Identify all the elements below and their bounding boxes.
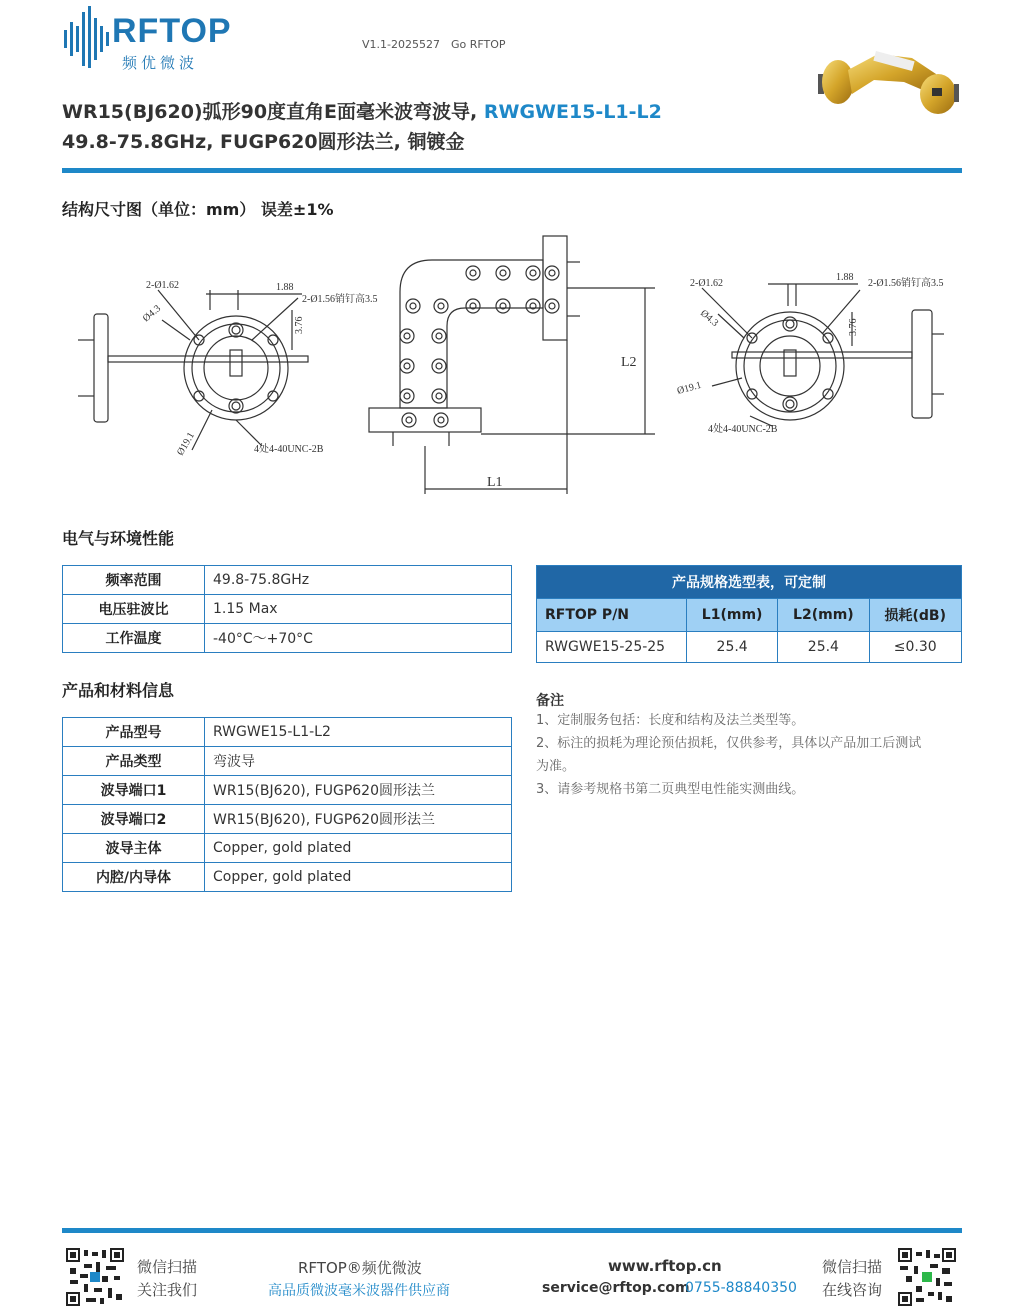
- follow-us-label: 关注我们: [137, 1281, 198, 1299]
- spec-key: 频率范围: [63, 566, 205, 595]
- elbow-side-view: [365, 232, 665, 502]
- drawing-heading: 结构尺寸图（单位：mm） 误差±1%: [62, 200, 334, 219]
- col-header-l2: L2(mm): [778, 599, 869, 632]
- selection-table: [536, 565, 962, 663]
- spec-value: Copper, gold plated: [205, 863, 512, 892]
- material-heading: 产品和材料信息: [62, 681, 175, 700]
- table-row: [63, 718, 512, 747]
- left-d1-label: Ø4.3: [140, 303, 164, 325]
- note-item: 3、请参考规格书第二页典型电性能实测曲线。: [536, 782, 805, 797]
- title-prefix: WR15(BJ620)弧形90度直角E面毫米波弯波导,: [62, 101, 484, 123]
- spec-key: 波导端口1: [63, 776, 205, 805]
- goto-link[interactable]: Go RFTOP: [451, 38, 506, 51]
- col-header-loss: 损耗(dB): [869, 599, 962, 632]
- left-od-label: Ø19.1: [175, 430, 197, 458]
- table-row: [63, 834, 512, 863]
- footer-slogan: 高品质微波毫米波器件供应商: [268, 1283, 450, 1299]
- dimension-l2: L2: [621, 355, 637, 370]
- wechat-scan-label-2: 微信扫描: [822, 1258, 883, 1276]
- cell-pn: RWGWE15-25-25: [537, 632, 687, 663]
- right-dim-188: 1.88: [836, 272, 854, 283]
- spec-value: -40°C～+70°C: [205, 624, 512, 653]
- left-dim-188: 1.88: [276, 282, 294, 293]
- wechat-scan-label: 微信扫描: [137, 1258, 198, 1276]
- right-pin-label: 2-Ø1.56销钉高3.5: [868, 278, 944, 289]
- logo-text: RFTOP: [112, 12, 232, 50]
- table-row: [63, 624, 512, 653]
- right-flange-view: [672, 266, 962, 474]
- left-flange-view: [62, 270, 378, 474]
- notes-list: [536, 709, 962, 801]
- left-dim-376: 3.76: [294, 316, 305, 334]
- right-od-label: Ø19.1: [675, 379, 703, 397]
- material-table: [62, 717, 512, 892]
- right-d1-label: Ø4.3: [698, 307, 721, 329]
- table-row: [63, 566, 512, 595]
- footer-website[interactable]: www.rftop.cn: [608, 1257, 722, 1275]
- electrical-heading: 电气与环境性能: [62, 529, 175, 548]
- footer-divider: [62, 1228, 962, 1233]
- online-consult-label: 在线咨询: [822, 1281, 883, 1299]
- selection-caption: 产品规格选型表，可定制: [537, 566, 962, 599]
- spec-key: 波导端口2: [63, 805, 205, 834]
- left-pin-label: 2-Ø1.56销钉高3.5: [302, 294, 378, 305]
- spec-value: 弯波导: [205, 747, 512, 776]
- right-dim-376: 3.76: [848, 318, 859, 336]
- col-header-pn: RFTOP P/N: [537, 599, 687, 632]
- electrical-table: [62, 565, 512, 653]
- cell-loss: ≤0.30: [869, 632, 962, 663]
- left-holes-label: 2-Ø1.62: [146, 280, 180, 291]
- spec-key: 内腔/内导体: [63, 863, 205, 892]
- footer-phone: 0755-88840350: [685, 1280, 797, 1296]
- table-row: [63, 805, 512, 834]
- spec-key: 产品类型: [63, 747, 205, 776]
- right-holes-label: 2-Ø1.62: [690, 278, 724, 289]
- col-header-l1: L1(mm): [687, 599, 778, 632]
- logo-subtitle: 频优微波: [122, 54, 199, 72]
- product-title-line2: 49.8-75.8GHz, FUGP620圆形法兰, 铜镀金: [62, 131, 465, 153]
- note-item: 1、定制服务包括：长度和结构及法兰类型等。: [536, 713, 805, 728]
- spec-value: Copper, gold plated: [205, 834, 512, 863]
- table-row: [63, 747, 512, 776]
- footer-email[interactable]: service@rftop.com: [542, 1280, 690, 1296]
- spec-value: RWGWE15-L1-L2: [205, 718, 512, 747]
- qr-code-follow[interactable]: [66, 1248, 124, 1310]
- spec-value: WR15(BJ620), FUGP620圆形法兰: [205, 805, 512, 834]
- footer-brand: RFTOP®频优微波: [298, 1259, 422, 1277]
- notes-heading: 备注: [536, 693, 564, 709]
- dimension-l1: L1: [487, 475, 503, 490]
- spec-key: 工作温度: [63, 624, 205, 653]
- table-row: [63, 776, 512, 805]
- note-item: 2、标注的损耗为理论预估损耗，仅供参考，具体以产品加工后测试: [536, 736, 922, 751]
- spec-value: 1.15 Max: [205, 595, 512, 624]
- spec-key: 产品型号: [63, 718, 205, 747]
- version-label: V1.1-2025527: [362, 38, 440, 51]
- product-title-line1: [62, 97, 662, 124]
- table-row: [63, 863, 512, 892]
- note-item: 为准。: [536, 759, 576, 774]
- header-divider: [62, 168, 962, 173]
- spec-value: 49.8-75.8GHz: [205, 566, 512, 595]
- spec-key: 电压驻波比: [63, 595, 205, 624]
- product-photo: [808, 44, 968, 124]
- left-thread-label: 4处4-40UNC-2B: [254, 444, 324, 455]
- qr-code-consult[interactable]: [898, 1248, 956, 1310]
- spec-key: 波导主体: [63, 834, 205, 863]
- title-part-number: RWGWE15-L1-L2: [483, 101, 662, 123]
- right-thread-label: 4处4-40UNC-2B: [708, 424, 778, 435]
- cell-l2: 25.4: [778, 632, 869, 663]
- logo-wave-icon: [62, 4, 112, 70]
- table-row: [537, 632, 962, 663]
- spec-value: WR15(BJ620), FUGP620圆形法兰: [205, 776, 512, 805]
- cell-l1: 25.4: [687, 632, 778, 663]
- table-row: [63, 595, 512, 624]
